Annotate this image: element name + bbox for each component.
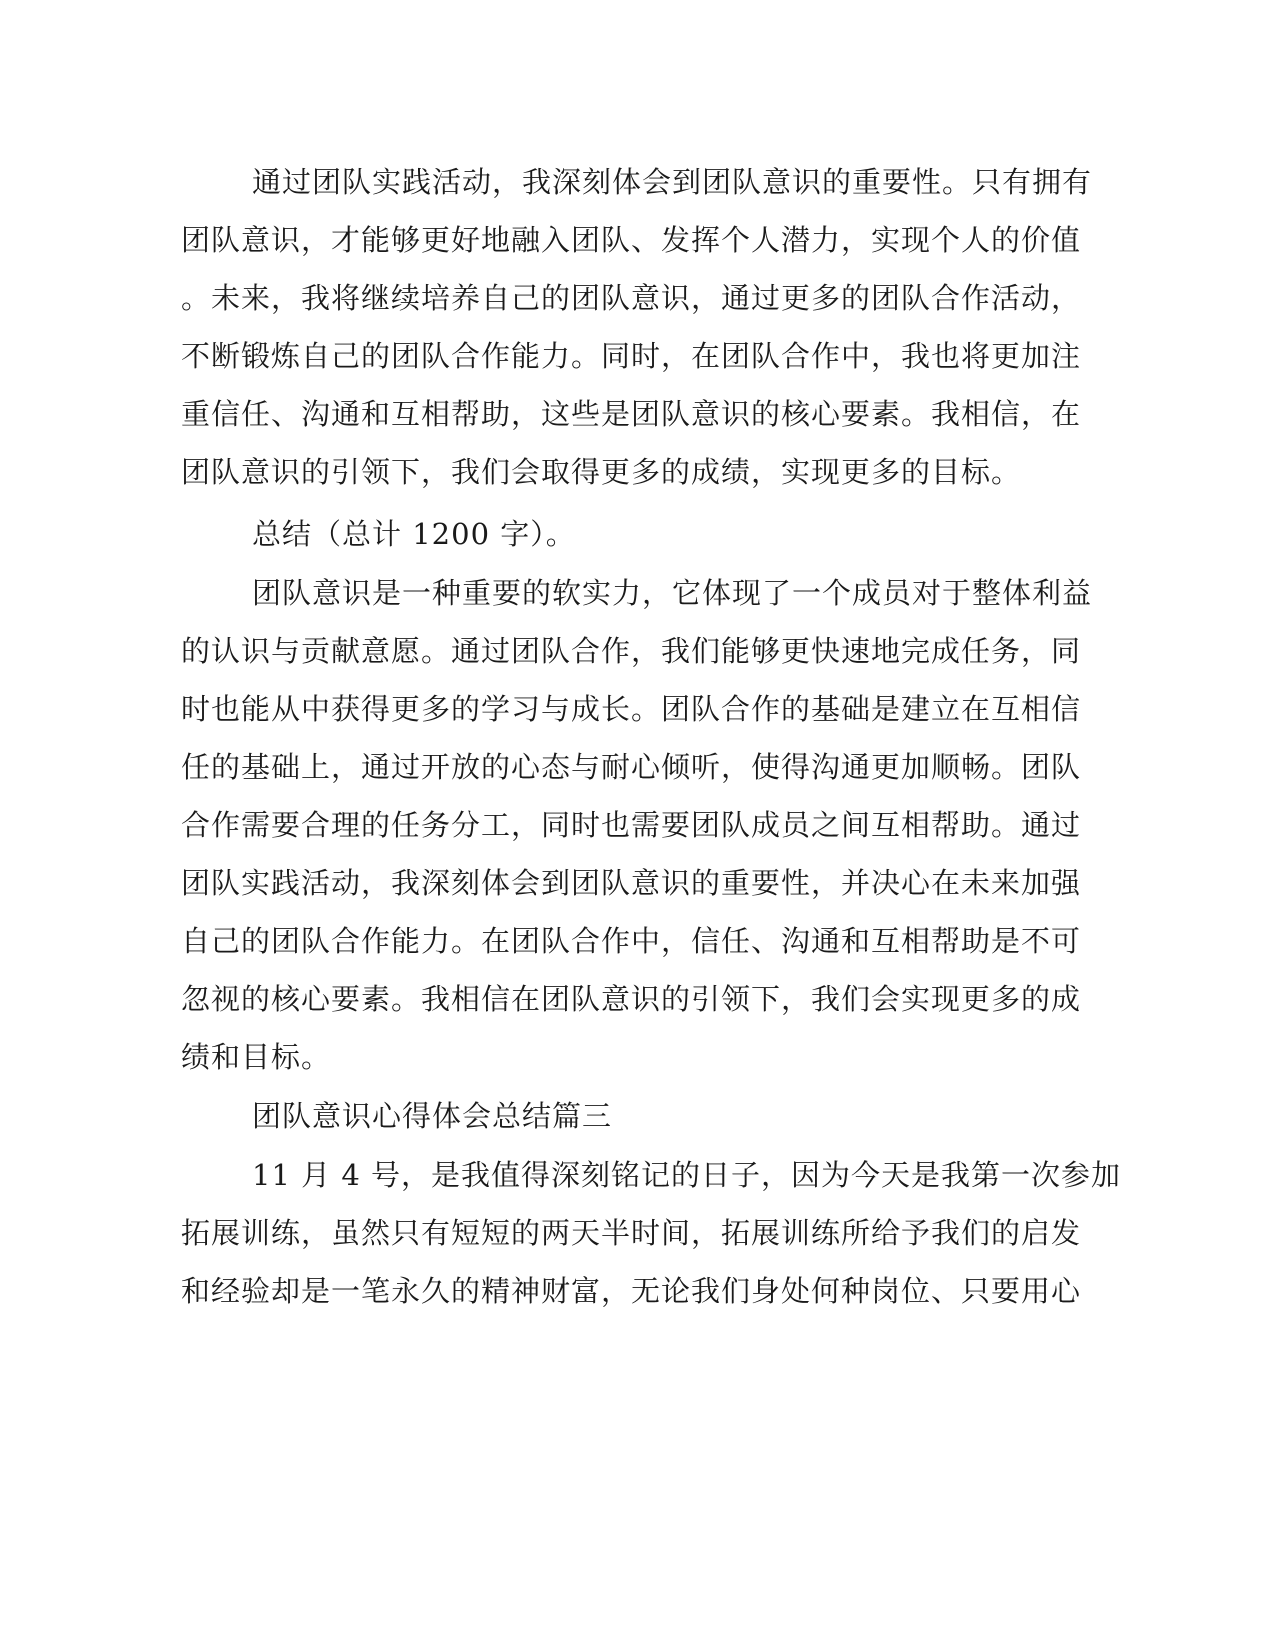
text-line: 重信任、沟通和互相帮助，这些是团队意识的核心要素。我相信，在 — [181, 397, 1082, 431]
text-line: 团队意识的引领下，我们会取得更多的成绩，实现更多的目标。 — [181, 455, 1022, 489]
text-line: 团队意识是一种重要的软实力，它体现了一个成员对于整体利益 — [252, 576, 1093, 610]
summary-heading: 总结（总计 1200 字）。 — [252, 517, 576, 551]
text-line: 11 月 4 号，是我值得深刻铭记的日子，因为今天是我第一次参加 — [252, 1158, 1122, 1192]
text-line: 通过团队实践活动，我深刻体会到团队意识的重要性。只有拥有 — [252, 165, 1093, 199]
text-line: 合作需要合理的任务分工，同时也需要团队成员之间互相帮助。通过 — [181, 808, 1082, 842]
text-line: 。未来，我将继续培养自己的团队意识，通过更多的团队合作活动， — [181, 281, 1082, 315]
text-line: 的认识与贡献意愿。通过团队合作，我们能够更快速地完成任务，同 — [181, 634, 1082, 668]
text-line: 任的基础上，通过开放的心态与耐心倾听，使得沟通更加顺畅。团队 — [181, 750, 1082, 784]
text-line: 自己的团队合作能力。在团队合作中，信任、沟通和互相帮助是不可 — [181, 924, 1082, 958]
text-line: 不断锻炼自己的团队合作能力。同时，在团队合作中，我也将更加注 — [181, 339, 1082, 373]
text-line: 忽视的核心要素。我相信在团队意识的引领下，我们会实现更多的成 — [181, 982, 1082, 1016]
text-line: 绩和目标。 — [181, 1040, 332, 1074]
text-line: 拓展训练，虽然只有短短的两天半时间，拓展训练所给予我们的启发 — [181, 1216, 1082, 1250]
text-line: 时也能从中获得更多的学习与成长。团队合作的基础是建立在互相信 — [181, 692, 1082, 726]
text-line: 团队意识，才能够更好地融入团队、发挥个人潜力，实现个人的价值 — [181, 223, 1082, 257]
text-line: 团队实践活动，我深刻体会到团队意识的重要性，并决心在未来加强 — [181, 866, 1082, 900]
text-line: 和经验却是一笔永久的精神财富，无论我们身处何种岗位、只要用心 — [181, 1274, 1082, 1308]
section-heading: 团队意识心得体会总结篇三 — [252, 1099, 613, 1133]
